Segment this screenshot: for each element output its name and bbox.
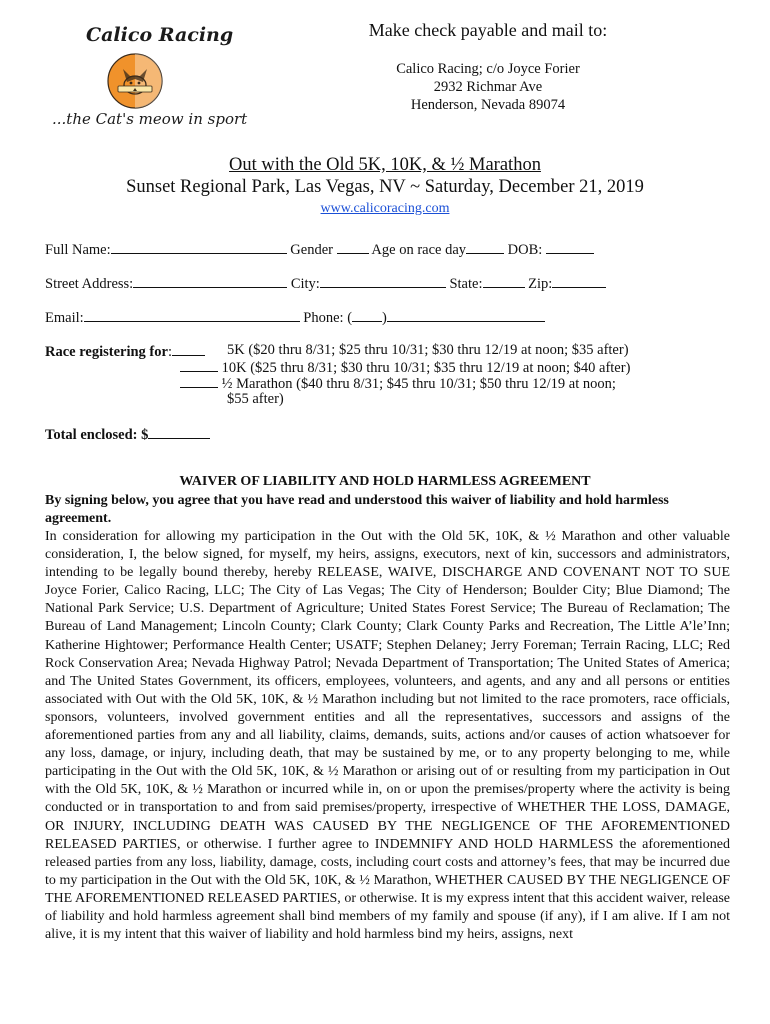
race-option-half-cont: $55 after) xyxy=(227,391,284,407)
mail-line-2: 2932 Richmar Ave xyxy=(433,79,543,95)
phone-close-paren: ) xyxy=(382,310,387,326)
race-label-text: Race registering for xyxy=(45,344,168,360)
race-option-10k: 10K ($25 thru 8/31; $30 thru 10/31; $35 thru 12/19 at noon; $40 after) xyxy=(221,360,631,376)
full-name-label: Full Name: xyxy=(45,242,111,258)
mail-line-1: Calico Racing; c/o Joyce Forier xyxy=(396,61,580,77)
phone-number-field[interactable] xyxy=(387,308,545,322)
dob-field[interactable] xyxy=(546,240,594,254)
mail-heading: Make check payable and mail to: xyxy=(368,20,608,40)
waiver-title: WAIVER OF LIABILITY AND HOLD HARMLESS AGREEMENT xyxy=(179,474,591,489)
email-label: Email: xyxy=(45,310,84,326)
age-label: Age on race day xyxy=(371,242,467,258)
total-label: Total enclosed: $ xyxy=(45,427,149,443)
race-5k-field[interactable] xyxy=(172,342,205,356)
street-label: Street Address: xyxy=(45,276,134,292)
city-field[interactable] xyxy=(320,274,446,288)
form-row-contact xyxy=(45,308,545,327)
mail-line-3: Henderson, Nevada 89074 xyxy=(410,97,566,113)
logo-tagline: ...the Cat's meow in sport xyxy=(52,110,248,128)
calico-cat-logo-icon xyxy=(106,52,164,110)
waiver-body: In consideration for allowing my participation in the Out with the Old 5K, 10K, & ½ Marathon and other valuable consideration, I, the below signed, for myself, my heirs, assigns, executors, next of kin, successors and administrators, intending to be legally bound thereby, hereby RELEASE, WAIVE, DISCHARGE AND COVENANT NOT TO SUE Joyce Forier, Calico Racing, LLC; The City of Las Vegas; The City of Henderson; Boulder City; Blue Diamond; The National Park Service; U.S. Department of Agriculture; United States Forest Service; The Bureau of Reclamation; The Bureau of Land Management; Lincoln County; Clark County; Clark County Parks and Recreation, The Little A’le’Inn; Katherine Hightower; Performance Health Center; USATF; Stephen Delaney; Jerry Foreman; Terrain Racing, LLC; Red Rock Conservation Area; Nevada Highway Patrol; Nevada Department of Transportation; The United States of America; and The United States Government, its officers, employees, volunteers, and agents, and any and all persons or entities associated with Out with the Old 5K, 10K, & ½ Marathon including but not limited to the race promoters, race officials, sponsors, volunteers, involved government entities and all the representatives, successors and assigns of the aforementioned parties from any and all liability, claims, demands, suits, actions and/or causes of action whatsoever for any loss, damage, or injury, including death, that may be sustained by me, or to any property belonging to me, while participating in the Out with the Old 5K, 10K, & ½ Marathon or arising out of or resulting from my participation in Out with the Old 5K, 10K, & ½ Marathon or incurred while in, on or upon the premises/property where the activity is being conducted or in transportation to and from said premises/property, irrespective of WHETHER THE LOSS, DAMAGE, OR INJURY, INCLUDING DEATH WAS CAUSED BY THE NEGLIGENCE OF THE AFOREMENTIONED RELEASED PARTIES, or otherwise. I further agree to INDEMNIFY AND HOLD HARMLESS the aforementioned released parties from any loss, liability, damage, costs, including court costs and attorney’s fees, that may be incurred due to my participation in the Out with the Old 5K, 10K, & ½ Marathon, WHETHER CAUSED BY THE NEGLIGENCE OF THE AFOREMENTIONED RELEASED PARTIES, or otherwise. It is my express intent that this accident waiver, release of liability and hold harmless agreement shall bind members of my family and spouse (if any), if I am alive. If I am not alive, it is my intent that this waiver of liability and hold harmless bind my heirs, assigns, next xyxy=(45,529,730,943)
gender-label: Gender xyxy=(290,242,333,258)
dob-label: DOB: xyxy=(507,242,543,258)
form-row-address xyxy=(45,274,606,293)
phone-area-field[interactable] xyxy=(352,308,382,322)
event-subtitle: Sunset Regional Park, Las Vegas, NV ~ Saturday, December 21, 2019 xyxy=(126,177,644,197)
email-field[interactable] xyxy=(84,308,300,322)
logo-name: Calico Racing xyxy=(86,24,234,46)
state-field[interactable] xyxy=(483,274,525,288)
total-field[interactable] xyxy=(148,425,210,439)
waiver-intro: By signing below, you agree that you have read and understood this waiver of liability and hold harmless agreement. xyxy=(45,493,669,526)
street-field[interactable] xyxy=(133,274,287,288)
phone-label: Phone: ( xyxy=(303,310,353,326)
race-label-colon: : xyxy=(167,344,172,360)
form-row-name xyxy=(45,240,594,259)
website-link[interactable]: www.calicoracing.com xyxy=(320,201,450,216)
zip-field[interactable] xyxy=(552,274,606,288)
city-label: City: xyxy=(290,276,320,292)
race-half-field[interactable] xyxy=(180,374,218,388)
full-name-field[interactable] xyxy=(111,240,287,254)
race-option-5k: 5K ($20 thru 8/31; $25 thru 10/31; $30 thru 12/19 at noon; $35 after) xyxy=(227,342,629,358)
race-option-half: ½ Marathon ($40 thru 8/31; $45 thru 10/31; $50 thru 12/19 at noon; xyxy=(221,376,616,392)
event-title: Out with the Old 5K, 10K, & ½ Marathon xyxy=(229,155,541,175)
total-enclosed xyxy=(45,425,210,444)
zip-label: Zip: xyxy=(528,276,553,292)
age-field[interactable] xyxy=(466,240,504,254)
gender-field[interactable] xyxy=(337,240,369,254)
state-label: State: xyxy=(449,276,483,292)
race-10k-field[interactable] xyxy=(180,358,218,372)
logo xyxy=(46,24,248,134)
